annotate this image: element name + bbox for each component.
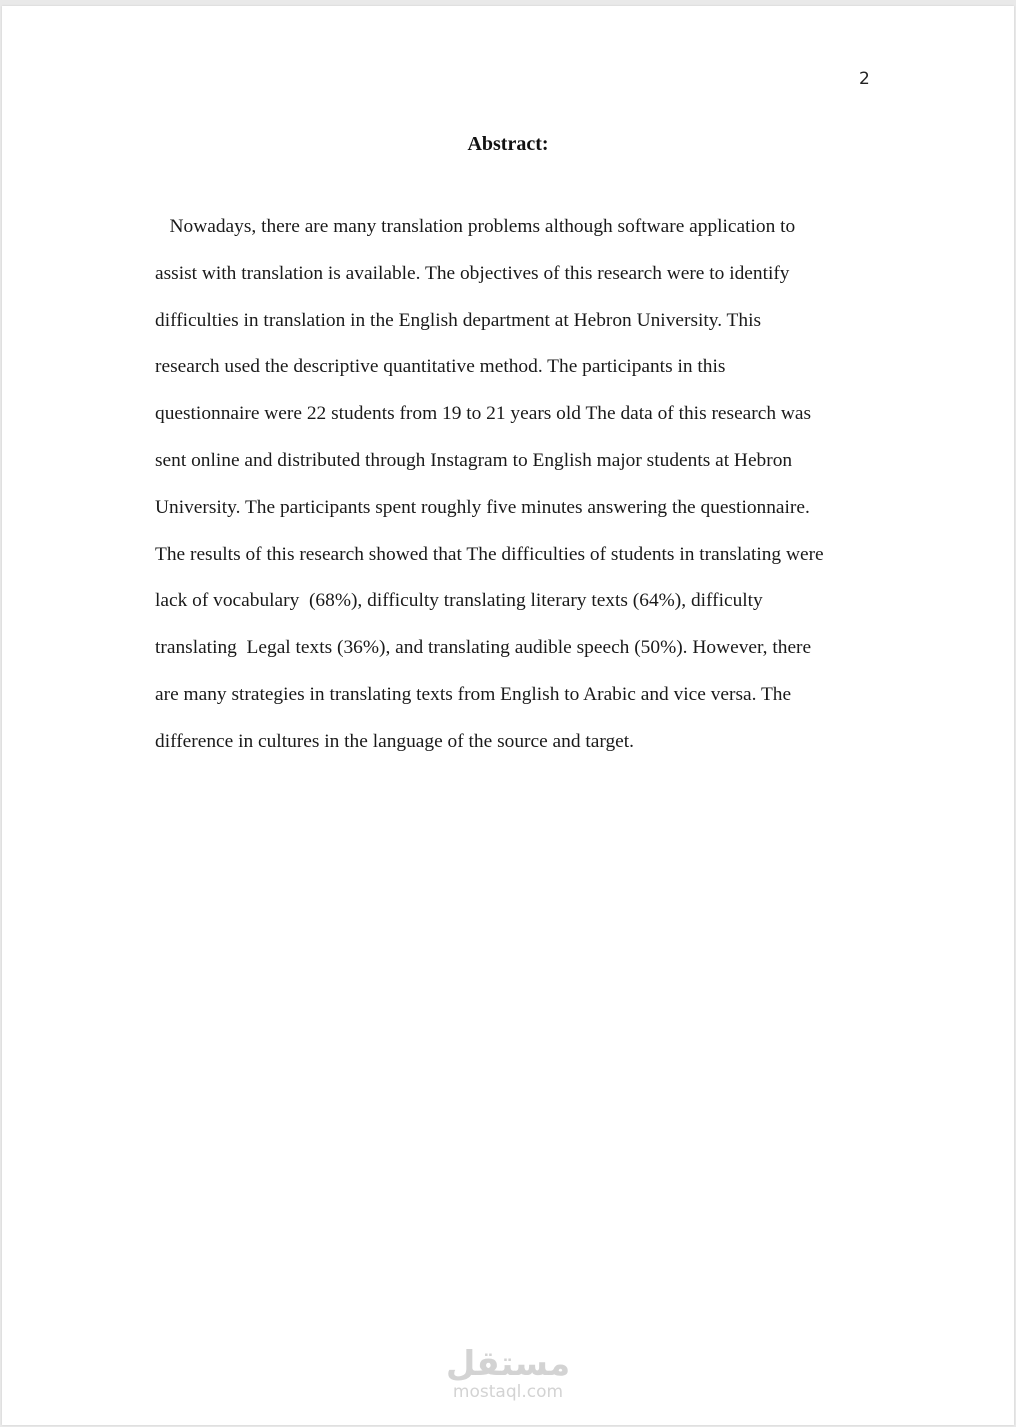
watermark	[2, 1344, 1014, 1400]
watermark-logo: مستقل	[445, 1344, 571, 1384]
abstract-line: are many strategies in translating texts from English to Arabic and vice versa. The	[155, 684, 792, 705]
abstract-heading: Abstract:	[467, 133, 549, 155]
abstract-line: research used the descriptive quantitative method. The participants in this	[155, 356, 726, 377]
abstract-line: difficulties in translation in the English department at Hebron University. This	[155, 310, 762, 331]
document-page	[2, 6, 1014, 1425]
abstract-line: The results of this research showed that The difficulties of students in translating were	[155, 544, 824, 565]
watermark-site: mostaql.com	[452, 1382, 564, 1402]
page-number: 2	[859, 69, 870, 89]
abstract-line: difference in cultures in the language of the source and target.	[155, 731, 635, 752]
abstract-line: sent online and distributed through Instagram to English major students at Hebron	[155, 450, 793, 471]
abstract-line: Nowadays, there are many translation problems although software application to	[155, 216, 796, 237]
abstract-line: translating Legal texts (36%), and translating audible speech (50%). However, there	[155, 637, 812, 658]
abstract-line: questionnaire were 22 students from 19 to 21 years old The data of this research was	[155, 403, 812, 424]
abstract-line: University. The participants spent roughly five minutes answering the questionnaire.	[155, 497, 810, 518]
abstract-line: assist with translation is available. The objectives of this research were to identify	[155, 263, 790, 284]
abstract-line: lack of vocabulary (68%), difficulty translating literary texts (64%), difficulty	[155, 590, 763, 611]
